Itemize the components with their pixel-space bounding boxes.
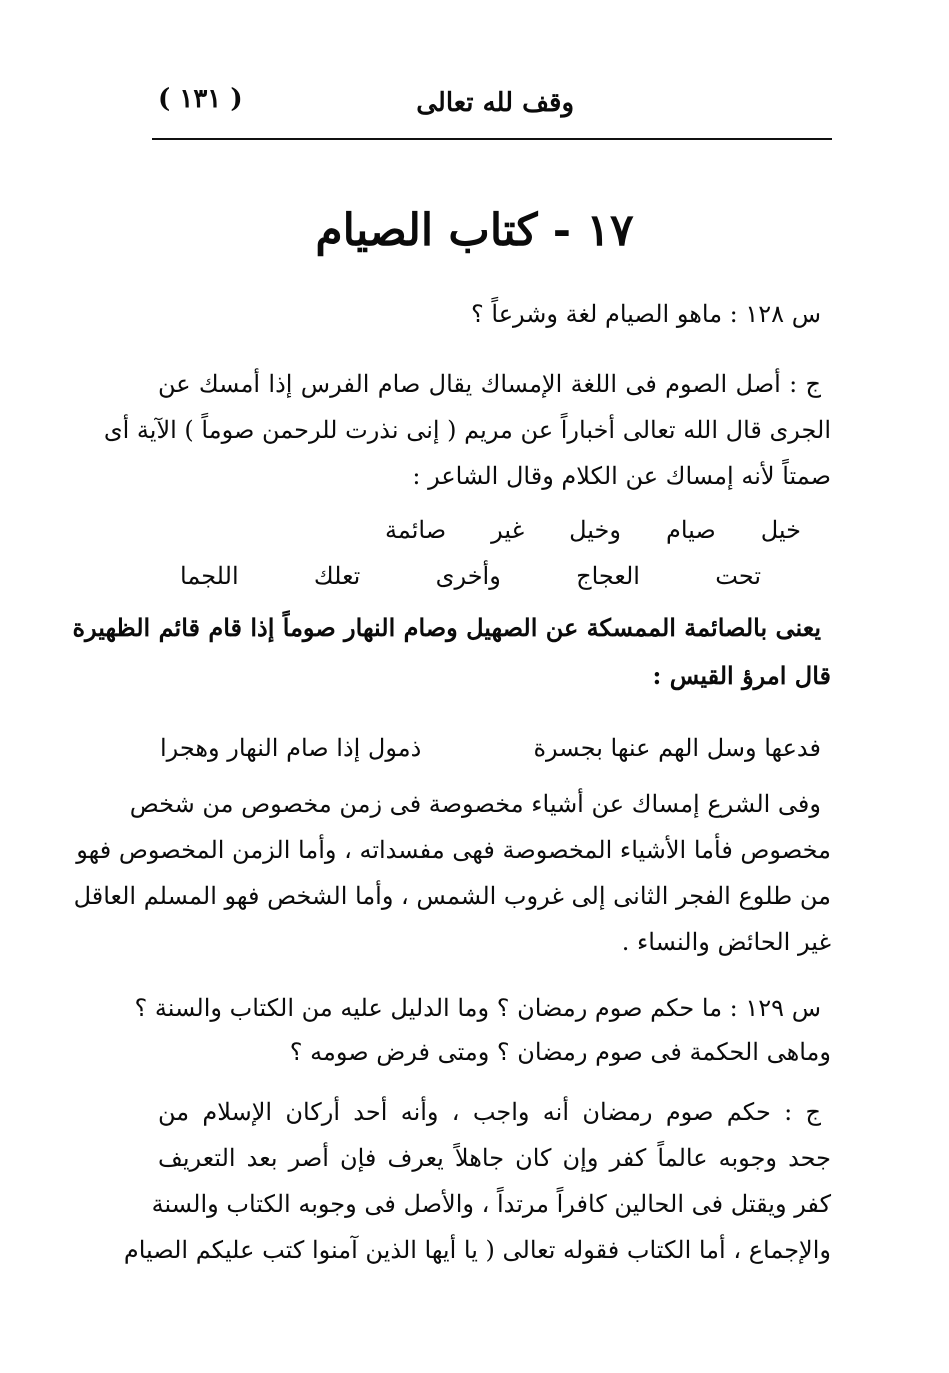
verse2-hemistich-right: فدعها وسل الهم عنها بجسرة [533, 734, 821, 762]
poem-line-1: خيل صيام وخيل غير صائمة [385, 516, 801, 544]
answer-128-line-3: صمتاً لأنه إمساك عن الكلام وقال الشاعر : [412, 462, 831, 490]
answer-129-line-2: جحد وجوبه عالماً كفر وإن كان جاهلاً يعرف فإن أصر بعد التعريف [158, 1144, 831, 1172]
answer-129-line-3: كفر ويقتل فى الحالين كافراً مرتداً ، والأصل فى وجوبه الكتاب والسنة [151, 1190, 831, 1218]
running-header-title: وقف لله تعالى [416, 88, 574, 118]
explain-line-2: قال امرؤ القيس : [652, 661, 831, 690]
shar-line-3: من طلوع الفجر الثانى إلى غروب الشمس ، وأما الشخص فهو المسلم العاقل [73, 882, 831, 910]
answer-129-line-4: والإجماع ، أما الكتاب فقوله تعالى ( يا أيها الذين آمنوا كتب عليكم الصيام [123, 1236, 831, 1264]
answer-128-line-1: ج : أصل الصوم فى اللغة الإمساك يقال صام الفرس إذا أمسك عن [158, 370, 821, 398]
poem-line-2: تحت العجاج وأخرى تعلك اللجما [180, 562, 761, 590]
question-129-line-2: وماهى الحكمة فى صوم رمضان ؟ ومتى فرض صومه ؟ [289, 1038, 831, 1066]
explain-line-1: يعنى بالصائمة الممسكة عن الصهيل وصام النهار صوماً إذا قام قائم الظهيرة [72, 613, 821, 642]
header-rule [152, 138, 832, 140]
question-128: س ١٢٨ : ماهو الصيام لغة وشرعاً ؟ [471, 300, 821, 328]
shar-line-2: مخصوص فأما الأشياء المخصوصة فهى مفسداته ، وأما الزمن المخصوص فهو [76, 836, 831, 864]
answer-129-line-1: ج : حكم صوم رمضان أنه واجب ، وأنه أحد أركان الإسلام من [158, 1098, 821, 1126]
shar-line-4: غير الحائض والنساء . [621, 928, 831, 956]
verse2-hemistich-left: ذمول إذا صام النهار وهجرا [160, 734, 422, 762]
shar-line-1: وفى الشرع إمساك عن أشياء مخصوصة فى زمن مخصوص من شخص [129, 790, 821, 818]
page-number: ( ١٣١ ) [158, 84, 243, 114]
chapter-title: ١٧ - كتاب الصيام [315, 205, 634, 256]
question-129-line-1: س ١٢٩ : ما حكم صوم رمضان ؟ وما الدليل عليه من الكتاب والسنة ؟ [134, 994, 821, 1022]
answer-128-line-2: الجرى قال الله تعالى أخباراً عن مريم ( إنى نذرت للرحمن صوماً ) الآية أى [103, 416, 831, 444]
